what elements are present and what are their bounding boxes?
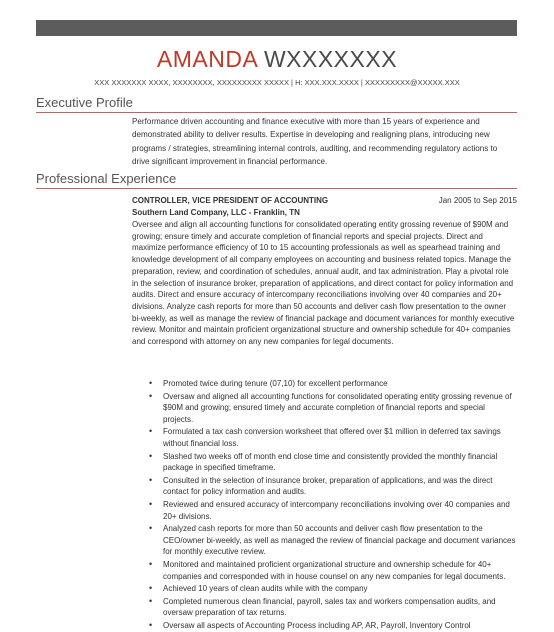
job-header — [132, 195, 517, 207]
list-item: • Achieved 10 years of clean audits while with the company — [132, 583, 517, 595]
section-title-experience: Professional Experience — [36, 171, 177, 186]
list-item: • Consulted in the selection of insurance broker, preparation of applications, and was the direct contact for policy information and audits. — [132, 475, 517, 498]
list-item: • Reviewed and ensured accuracy of intercompany reconciliations involving over 40 companies and 20+ divisions. — [132, 499, 517, 522]
last-name: WXXXXXXX — [263, 46, 398, 72]
first-name: AMANDA — [156, 46, 258, 72]
list-item: • Slashed two weeks off of month end close time and consistently provided the monthly financial package in specified timeframe. — [132, 451, 517, 474]
candidate-name — [0, 44, 554, 74]
job-dates: Jan 2005 to Sep 2015 — [438, 196, 517, 205]
contact-line: XXX XXXXXXX XXXX, XXXXXXXX, XXXXXXXXX XXXXX | H: XXX.XXX.XXXX | XXXXXXXXX@XXXXX.XXX — [94, 78, 460, 87]
list-item: • Oversaw all aspects of Accounting Process including AP, AR, Payroll, Inventory Control — [132, 620, 517, 632]
list-item: • Analyzed cash reports for more than 50 accounts and deliver cash flow presentation to the CEO/owner bi-weekly, as well as managed the review of financial package and document variances for monthly executive review. — [132, 523, 517, 558]
job-title: CONTROLLER, VICE PRESIDENT OF ACCOUNTING — [132, 196, 329, 205]
job-bullet-list — [132, 378, 517, 632]
section-divider — [36, 112, 517, 113]
list-item: • Completed numerous clean financial, payroll, sales tax and workers compensation audits, and oversaw preparation of tax returns. — [132, 596, 517, 619]
job-company: Southern Land Company, LLC - Franklin, TN — [132, 208, 300, 217]
section-title-profile: Executive Profile — [36, 95, 133, 110]
profile-summary: Performance driven accounting and finance executive with more than 15 years of experience and demonstrated ability to deliver results. Expertise in developing and realigning plans, introducing new programs / strategies, streamlining internal controls, auditing, and recommending regulatory actions to drive significant improvement in financial performance. — [132, 117, 498, 166]
list-item: • Oversaw and aligned all accounting functions for consolidated operating entity grossing revenue of $90M and growing; ensured timely and accurate completion of financial reports and special projects. — [132, 391, 517, 426]
list-item: • Promoted twice during tenure (07,10) for excellent performance — [132, 378, 517, 390]
section-divider — [36, 188, 517, 189]
job-description: Oversee and align all accounting functions for consolidated operating entity grossing revenue of $90M and growing; ensure timely and accurate completion of financial reports and special projects. Direct and maximize performance efficiency of 10 to 15 accounting professionals as well as spearhead training and knowledge development of all company employees on accounting and business related topics. Manage the preparation, review, and coordination of schedules, annual audit, and tax administration. Play a pivotal role in the selection of insurance broker, preparation of applications, and direct contact for policy information and audits. Direct and ensure accuracy of intercompany reconciliations involving over 40 companies and 20+ divisions. Analyze cash reports for more than 50 accounts and deliver cash flow presentation to the owner bi-weekly, as well as manage the review of financial package and document variances for monthly executive review. Monitor and maintain proficient organizational structure and ownership schedule for 40+ companies and correspond with attorney on any new companies for legal documents. — [132, 220, 515, 347]
list-item: • Monitored and maintained proficient organizational structure and ownership schedule for 40+ companies and corresponded with in house counsel on any new companies for legal documents. — [132, 559, 517, 582]
list-item: • Formulated a tax cash conversion worksheet that offered over $1 million in deferred tax savings without financial loss. — [132, 426, 517, 449]
top-banner-bar — [36, 20, 517, 36]
